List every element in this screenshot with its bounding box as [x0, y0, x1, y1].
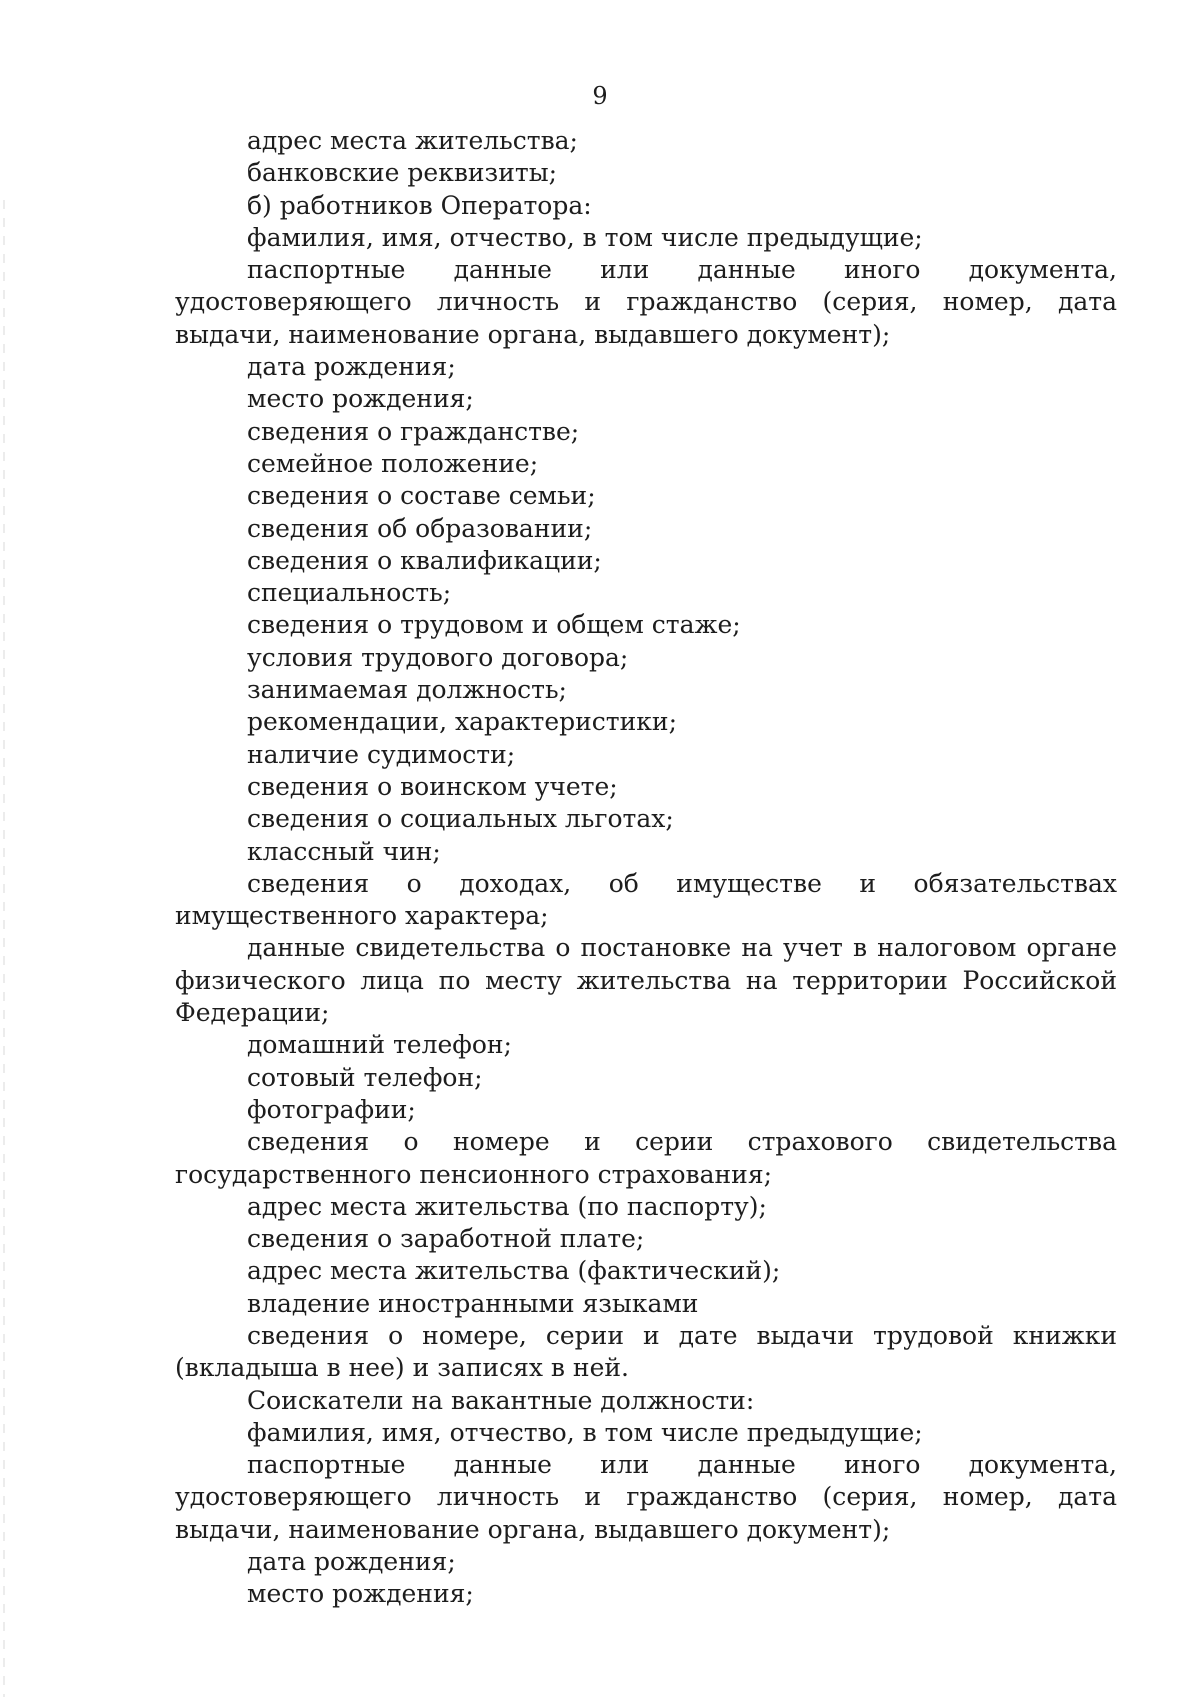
paragraph: классный чин;	[247, 836, 441, 866]
scan-edge-artifact	[3, 200, 5, 1697]
paragraph: сведения о воинском учете;	[247, 771, 618, 801]
paragraph: сведения о квалификации;	[247, 545, 602, 575]
document-body	[175, 125, 1117, 1611]
paragraph: банковские реквизиты;	[247, 158, 558, 188]
paragraph: специальность;	[247, 578, 452, 608]
paragraph: место рождения;	[247, 1579, 474, 1609]
paragraph: б) работников Оператора:	[247, 190, 592, 220]
paragraph: сведения о составе семьи;	[247, 481, 596, 511]
paragraph: сведения о трудовом и общем стаже;	[247, 610, 741, 640]
paragraph: паспортные данные или данные иного документа, удостоверяющего личность и гражданство (серия, номер, дата выдачи, наименование органа, выдавшего документ);	[175, 255, 1117, 349]
paragraph: фамилия, имя, отчество, в том числе предыдущие;	[247, 1417, 923, 1447]
page-number: 9	[592, 82, 608, 110]
paragraph: наличие судимости;	[247, 739, 516, 769]
paragraph: дата рождения;	[247, 352, 456, 382]
paragraph: сведения о номере, серии и дате выдачи трудовой книжки (вкладыша в нее) и записях в ней.	[175, 1320, 1117, 1383]
paragraph: Соискатели на вакантные должности:	[247, 1385, 755, 1415]
paragraph: фотографии;	[247, 1094, 416, 1124]
paragraph: паспортные данные или данные иного документа, удостоверяющего личность и гражданство (серия, номер, дата выдачи, наименование органа, выдавшего документ);	[175, 1450, 1117, 1544]
paragraph: адрес места жительства (фактический);	[247, 1256, 781, 1286]
paragraph: сведения о доходах, об имуществе и обязательствах имущественного характера;	[175, 868, 1117, 931]
paragraph: сведения о заработной плате;	[247, 1224, 645, 1254]
paragraph: занимаемая должность;	[247, 675, 567, 705]
paragraph: домашний телефон;	[247, 1030, 512, 1060]
paragraph: владение иностранными языками	[247, 1288, 699, 1318]
paragraph: дата рождения;	[247, 1547, 456, 1577]
paragraph: условия трудового договора;	[247, 642, 629, 672]
paragraph: адрес места жительства (по паспорту);	[247, 1191, 767, 1221]
paragraph: сведения о номере и серии страхового свидетельства государственного пенсионного страхования;	[175, 1127, 1117, 1189]
paragraph: семейное положение;	[247, 448, 539, 478]
paragraph: сведения о социальных льготах;	[247, 804, 674, 834]
paragraph: сведения об образовании;	[247, 513, 593, 543]
paragraph: фамилия, имя, отчество, в том числе предыдущие;	[247, 222, 923, 252]
paragraph: сведения о гражданстве;	[247, 416, 580, 446]
paragraph: рекомендации, характеристики;	[247, 707, 678, 737]
paragraph: место рождения;	[247, 384, 474, 414]
paragraph: сотовый телефон;	[247, 1062, 483, 1092]
paragraph: данные свидетельства о постановке на учет в налоговом органе физического лица по месту жительства на территории Российской Федерации;	[175, 933, 1117, 1028]
paragraph: адрес места жительства;	[247, 126, 578, 155]
